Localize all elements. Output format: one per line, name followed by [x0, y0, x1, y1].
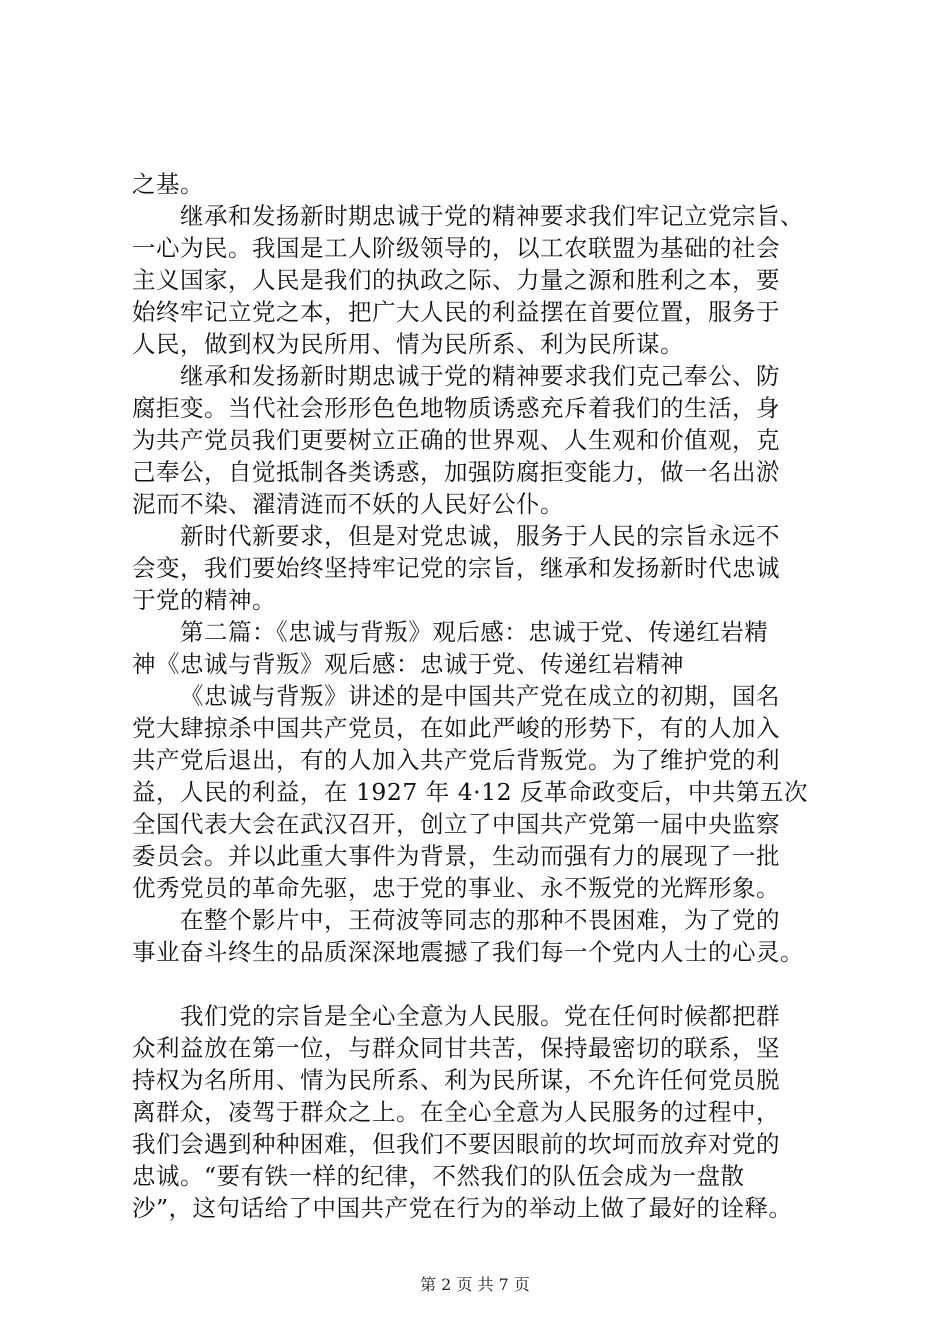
text-line: 人民，做到权为民所用、情为民所系、利为民所谋。 [132, 330, 684, 358]
text-line: 泥而不染、濯清涟而不妖的人民好公仆。 [132, 490, 564, 518]
page-footer [0, 1275, 950, 1295]
page-number-label: 第 2 页 共 7 页 [420, 1275, 530, 1294]
text-line: 为共产党员我们更要树立正确的世界观、人生观和价值观，克 [132, 426, 780, 454]
text-line: 腐拒变。当代社会形形色色地物质诱惑充斥着我们的生活，身 [132, 394, 780, 422]
text-line: 党大肆掠杀中国共产党员，在如此严峻的形势下，有的人加入 [132, 714, 780, 742]
paragraph-start-line: 新时代新要求，但是对党忠诚，服务于人民的宗旨永远不 [180, 522, 780, 550]
text-line: 一心为民。我国是工人阶级领导的，以工农联盟为基础的社会 [132, 234, 780, 262]
text-line: 始终牢记立党之本，把广大人民的利益摆在首要位置，服务于 [132, 298, 780, 326]
text-line: 离群众，凌驾于群众之上。在全心全意为人民服务的过程中， [132, 1098, 780, 1126]
text-line: 持权为名所用、情为民所系、利为民所谋，不允许任何党员脱 [132, 1066, 780, 1094]
document-body [132, 168, 852, 1224]
text-line: 共产党后退出，有的人加入共产党后背叛党。为了维护党的利 [132, 746, 780, 774]
text-line: 优秀党员的革命先驱，忠于党的事业、永不叛党的光辉形象。 [132, 874, 780, 902]
section-heading-line: 神《忠诚与背叛》观后感：忠诚于党、传递红岩精神 [132, 650, 684, 678]
paragraph-start-line: 继承和发扬新时期忠诚于党的精神要求我们牢记立党宗旨、 [180, 202, 804, 230]
text-line: 事业奋斗终生的品质深深地震撼了我们每一个党内人士的心灵。 [132, 938, 804, 966]
section-heading-line: 第二篇：《忠诚与背叛》观后感：忠诚于党、传递红岩精 [180, 618, 769, 646]
text-line: 众利益放在第一位，与群众同甘共苦，保持最密切的联系，坚 [132, 1034, 780, 1062]
text-line: 己奉公，自觉抵制各类诱惑，加强防腐拒变能力，做一名出淤 [132, 458, 780, 486]
text-line: 忠诚。“要有铁一样的纪律，不然我们的队伍会成为一盘散 [132, 1162, 745, 1190]
text-line: 之基。 [132, 170, 204, 198]
text-line: 会变，我们要始终坚持牢记党的宗旨，继承和发扬新时代忠诚 [132, 554, 780, 582]
paragraph-start-line: 我们党的宗旨是全心全意为人民服。党在任何时候都把群 [180, 1002, 780, 1030]
text-line: 沙”，这句话给了中国共产党在行为的举动上做了最好的诠释。 [132, 1194, 793, 1222]
paragraph-start-line: 《忠诚与背叛》讲述的是中国共产党在成立的初期，国名 [180, 682, 780, 710]
text-line: 益，人民的利益，在 1927 年 4·12 反革命政变后，中共第五次 [132, 778, 809, 806]
text-line: 全国代表大会在武汉召开，创立了中国共产党第一届中央监察 [132, 810, 780, 838]
text-line: 我们会遇到种种困难，但我们不要因眼前的坎坷而放弃对党的 [132, 1130, 780, 1158]
blank-line [132, 968, 852, 1000]
text-line: 主义国家，人民是我们的执政之际、力量之源和胜利之本，要 [132, 266, 780, 294]
text-line: 于党的精神。 [132, 586, 276, 614]
paragraph-start-line: 继承和发扬新时期忠诚于党的精神要求我们克己奉公、防 [180, 362, 780, 390]
paragraph-start-line: 在整个影片中，王荷波等同志的那种不畏困难，为了党的 [180, 906, 780, 934]
text-line: 委员会。并以此重大事件为背景，生动而强有力的展现了一批 [132, 842, 780, 870]
